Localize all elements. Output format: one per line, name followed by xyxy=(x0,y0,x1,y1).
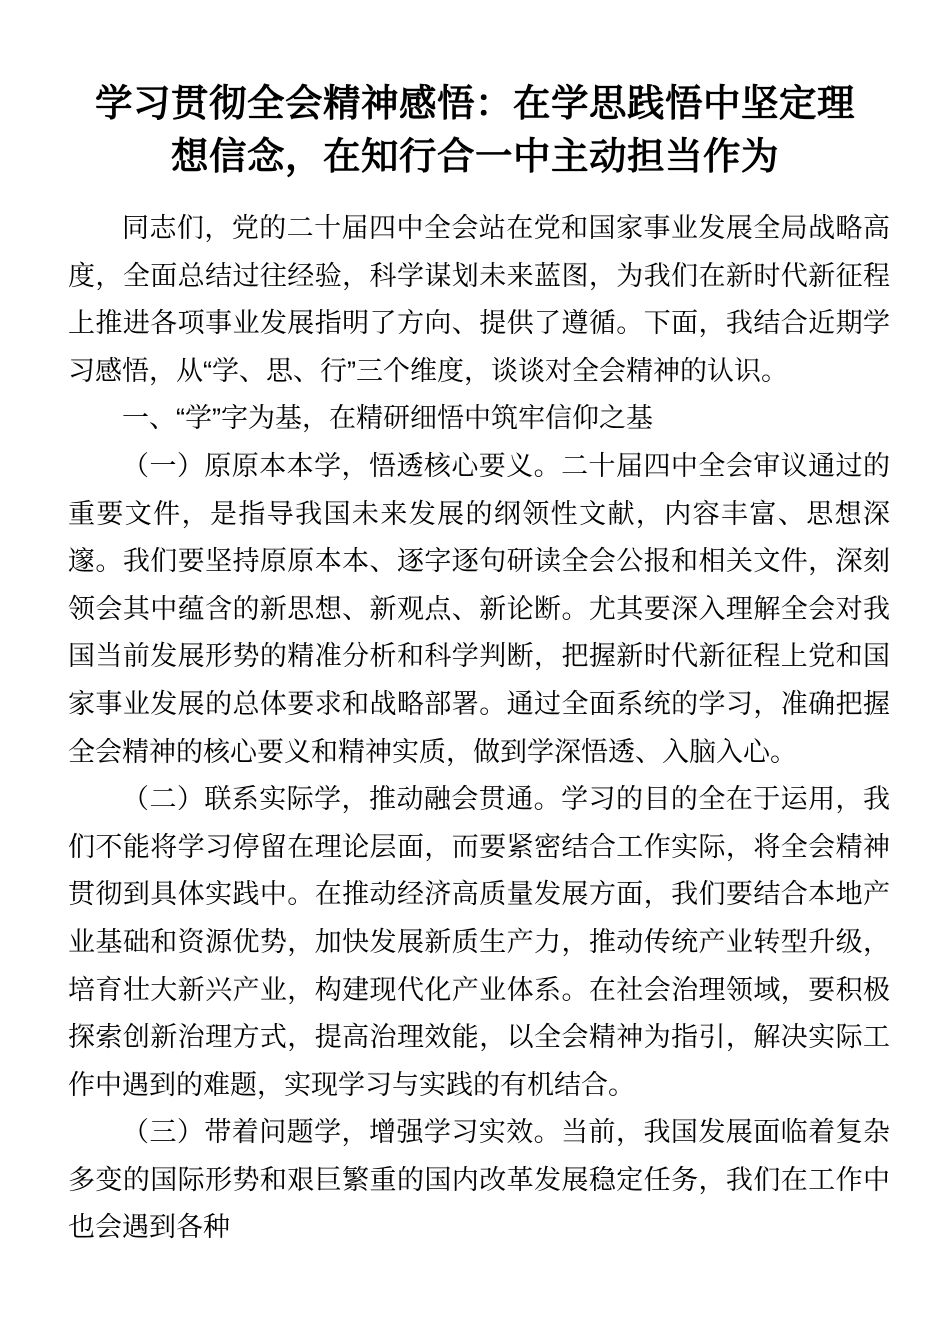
page-title: 学习贯彻全会精神感悟：在学思践悟中坚定理想信念，在知行合一中主动担当作为 xyxy=(95,82,855,178)
document-body xyxy=(68,205,890,1252)
subsection-one-two: （二）联系实际学，推动融会贯通。学习的目的全在于运用，我们不能将学习停留在理论层面，而要紧密结合工作实际，将全会精神贯彻到具体实践中。在推动经济高质量发展方面，我们要结合本地产业基础和资源优势，加快发展新质生产力，推动传统产业转型升级，培育壮大新兴产业，构建现代化产业体系。在社会治理领域，要积极探索创新治理方式，提高治理效能，以全会精神为指引，解决实际工作中遇到的难题，实现学习与实践的有机结合。 xyxy=(68,784,890,1100)
section-heading-one: 一、“学”字为基，在精研细悟中筑牢信仰之基 xyxy=(122,403,653,434)
intro-paragraph: 同志们，党的二十届四中全会站在党和国家事业发展全局战略高度，全面总结过往经验，科学谋划未来蓝图，为我们在新时代新征程上推进各项事业发展指明了方向、提供了遵循。下面，我结合近期学习感悟，从“学、思、行”三个维度，谈谈对全会精神的认识。 xyxy=(68,213,890,386)
subsection-one-three: （三）带着问题学，增强学习实效。当前，我国发展面临着复杂多变的国际形势和艰巨繁重的国内改革发展稳定任务，我们在工作中也会遇到各种 xyxy=(68,1117,890,1243)
subsection-one-one: （一）原原本本学，悟透核心要义。二十届四中全会审议通过的重要文件，是指导我国未来发展的纲领性文献，内容丰富、思想深邃。我们要坚持原原本本、逐字逐句研读全会公报和相关文件，深刻领会其中蕴含的新思想、新观点、新论断。尤其要深入理解全会对我国当前发展形势的精准分析和科学判断，把握新时代新征程上党和国家事业发展的总体要求和战略部署。通过全面系统的学习，准确把握全会精神的核心要义和精神实质，做到学深悟透、入脑入心。 xyxy=(68,450,890,767)
